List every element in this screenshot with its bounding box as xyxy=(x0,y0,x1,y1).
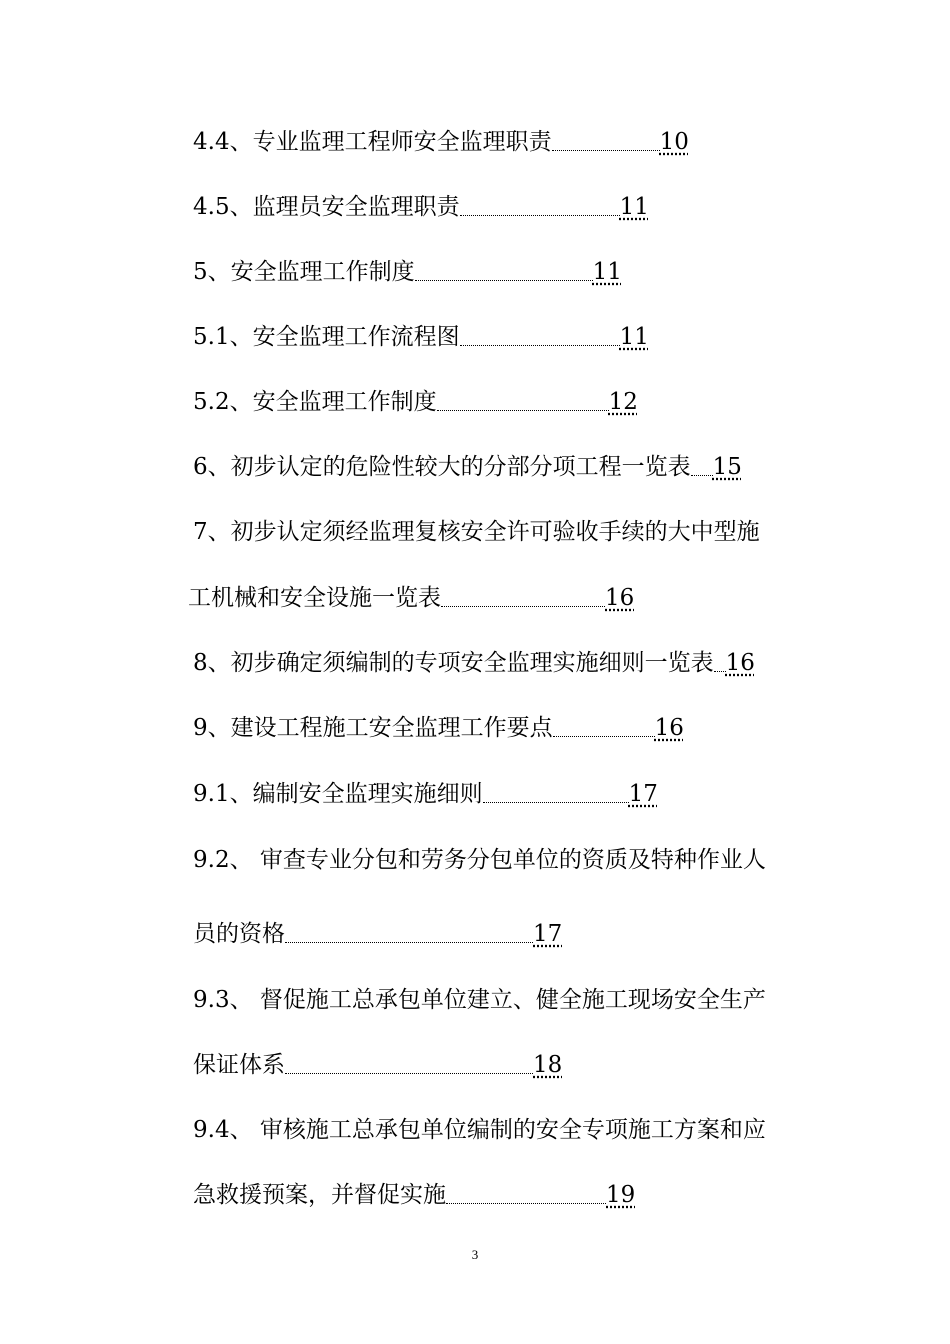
toc-leader-dots xyxy=(460,327,620,346)
toc-entry-9[interactable] xyxy=(193,713,684,743)
toc-entry-5[interactable] xyxy=(193,257,622,287)
toc-entry-text: 7、初步认定须经监理复核安全许可验收手续的大中型施 xyxy=(193,519,760,545)
toc-entry-text: 5.1、安全监理工作流程图 xyxy=(193,324,460,350)
toc-entry-9-4-cont[interactable] xyxy=(193,1180,635,1210)
toc-entry-text: 9.2、 审查专业分包和劳务分包单位的资质及特种作业人 xyxy=(193,847,766,873)
toc-page-number: 17 xyxy=(628,781,658,807)
toc-page-number: 11 xyxy=(619,324,649,350)
toc-entry-text-cont: 保证体系 xyxy=(193,1052,285,1078)
toc-page-number: 16 xyxy=(654,715,684,741)
toc-entry-9-3[interactable] xyxy=(193,985,766,1015)
toc-entry-5-1[interactable] xyxy=(193,322,649,352)
toc-page-number: 17 xyxy=(533,921,563,947)
toc-leader-dots xyxy=(415,262,593,281)
toc-page-number: 18 xyxy=(533,1052,563,1078)
toc-entry-4-5[interactable] xyxy=(193,192,649,222)
toc-leader-dots xyxy=(285,1055,533,1074)
toc-page-number: 16 xyxy=(725,650,755,676)
toc-page-number: 12 xyxy=(608,389,638,415)
toc-entry-text: 6、初步认定的危险性较大的分部分项工程一览表 xyxy=(193,454,691,480)
toc-page-number: 11 xyxy=(619,194,649,220)
toc-entry-text: 9、建设工程施工安全监理工作要点 xyxy=(193,715,553,741)
toc-entry-text: 9.3、 督促施工总承包单位建立、健全施工现场安全生产 xyxy=(193,987,766,1013)
toc-entry-9-4[interactable] xyxy=(193,1115,766,1145)
toc-entry-8[interactable] xyxy=(193,648,755,678)
toc-entry-7[interactable] xyxy=(193,517,760,547)
toc-page-number: 16 xyxy=(605,585,635,611)
toc-page-number: 11 xyxy=(592,259,622,285)
toc-entry-9-2-cont[interactable] xyxy=(193,919,562,949)
toc-page-number: 10 xyxy=(659,129,689,155)
toc-leader-dots xyxy=(437,392,609,411)
toc-leader-dots xyxy=(691,457,713,476)
toc-leader-dots xyxy=(441,588,605,607)
toc-entry-text: 4.4、专业监理工程师安全监理职责 xyxy=(193,129,552,155)
toc-entry-9-3-cont[interactable] xyxy=(193,1050,562,1080)
toc-leader-dots xyxy=(553,718,655,737)
toc-entry-text: 9.4、 审核施工总承包单位编制的安全专项施工方案和应 xyxy=(193,1117,766,1143)
toc-entry-text: 4.5、监理员安全监理职责 xyxy=(193,194,460,220)
toc-entry-7-cont[interactable] xyxy=(188,583,634,613)
toc-leader-dots xyxy=(460,197,620,216)
toc-page-number: 19 xyxy=(606,1182,636,1208)
toc-page-number: 15 xyxy=(712,454,742,480)
toc-entry-text-cont: 员的资格 xyxy=(193,921,285,947)
toc-entry-text: 5、安全监理工作制度 xyxy=(193,259,415,285)
toc-leader-dots xyxy=(552,132,660,151)
toc-entry-text-cont: 急救援预案，并督促实施 xyxy=(193,1182,446,1208)
toc-leader-dots xyxy=(446,1185,606,1204)
toc-entry-5-2[interactable] xyxy=(193,387,638,417)
toc-entry-9-2[interactable] xyxy=(193,845,766,875)
toc-entry-text: 8、初步确定须编制的专项安全监理实施细则一览表 xyxy=(193,650,714,676)
toc-leader-dots xyxy=(483,784,629,803)
toc-entry-9-1[interactable] xyxy=(193,779,658,809)
toc-entry-text: 9.1、编制安全监理实施细则 xyxy=(193,781,483,807)
toc-leader-dots xyxy=(285,924,533,943)
toc-entry-4-4[interactable] xyxy=(193,127,689,157)
toc-leader-dots xyxy=(714,653,726,672)
toc-entry-text: 5.2、安全监理工作制度 xyxy=(193,389,437,415)
page-number: 3 xyxy=(471,1247,479,1262)
toc-entry-text-cont: 工机械和安全设施一览表 xyxy=(188,585,441,611)
toc-entry-6[interactable] xyxy=(193,452,742,482)
